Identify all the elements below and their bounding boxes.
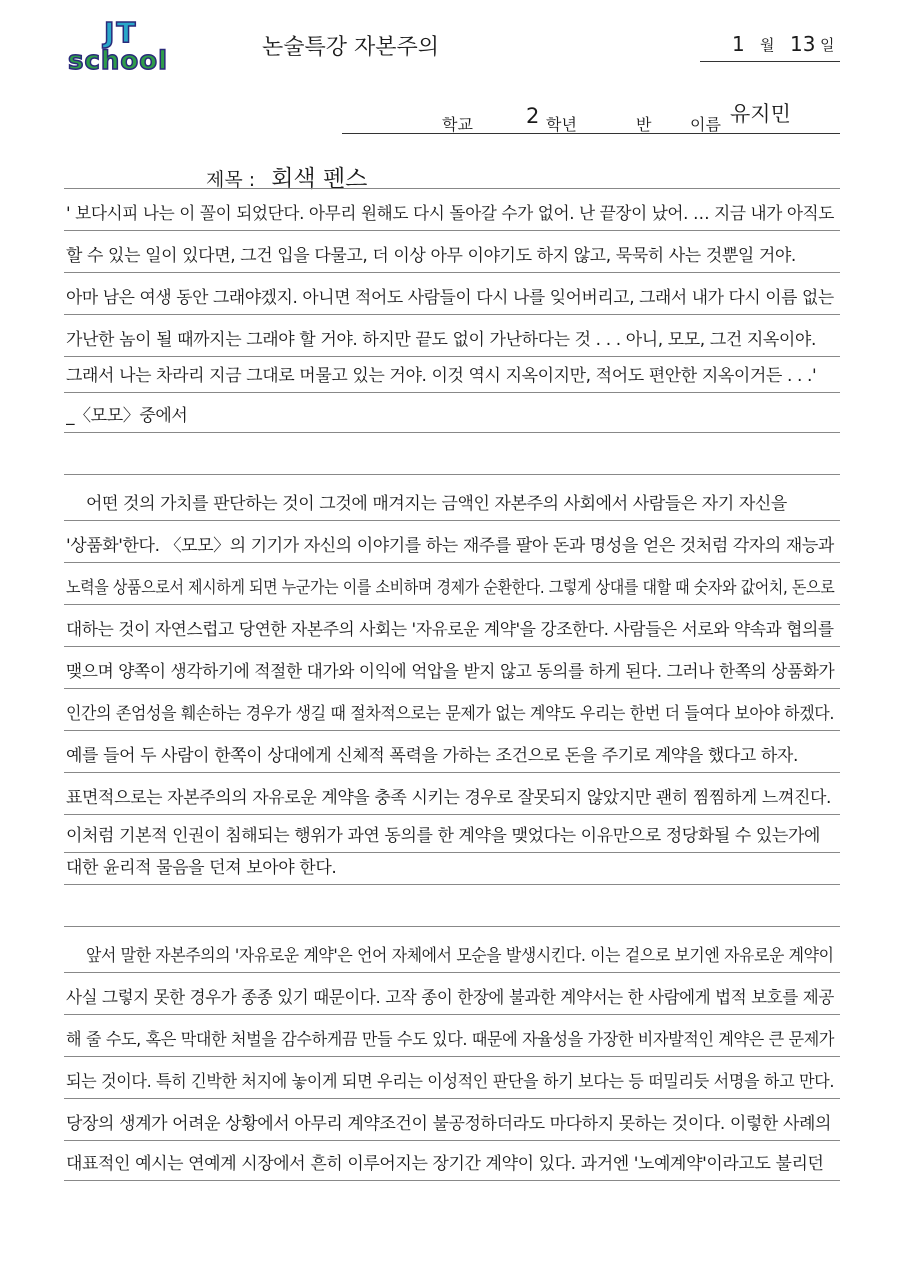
essay-line-text: _〈모모〉중에서	[66, 406, 188, 426]
essay-line	[66, 618, 838, 642]
name-value: 유지민	[730, 102, 791, 126]
logo-jt: JT	[104, 16, 138, 49]
essay-line	[66, 328, 838, 352]
essay-line	[66, 576, 838, 600]
essay-line	[66, 1152, 838, 1176]
essay-line	[66, 1070, 838, 1094]
ruled-line	[64, 1056, 840, 1057]
essay-line-text: 대한 윤리적 물음을 던져 보아야 한다.	[66, 858, 337, 878]
essay-line	[66, 244, 838, 268]
ruled-line	[64, 730, 840, 731]
date-day-label: 일	[820, 36, 835, 54]
ruled-line	[64, 230, 840, 231]
essay-line	[66, 944, 838, 968]
essay-line-text: 앞서 말한 자본주의의 '자유로운 계약'은 언어 자체에서 모순을 발생시킨다. 이는 겉으로 보기엔 자유로운 계약이	[86, 946, 834, 966]
date-day: 13	[790, 32, 816, 56]
date-month: 1	[732, 32, 745, 56]
ruled-line	[64, 1180, 840, 1181]
grade-value: 2	[526, 104, 540, 128]
essay-line	[66, 404, 838, 428]
ruled-line	[64, 562, 840, 563]
essay-line-text: 인간의 존엄성을 훼손하는 경우가 생길 때 절차적으로는 문제가 없는 계약도 우리는 한번 더 들여다 보아야 하겠다.	[66, 704, 835, 724]
essay-line	[66, 702, 838, 726]
subject-title: 논술특강 자본주의	[262, 35, 440, 60]
ruled-line	[64, 972, 840, 973]
date-field	[700, 28, 840, 58]
ruled-line	[64, 852, 840, 853]
ruled-line	[64, 604, 840, 605]
grade-label: 학년	[546, 115, 577, 134]
ruled-line	[64, 1014, 840, 1015]
ruled-line	[64, 356, 840, 357]
essay-line-text: 할 수 있는 일이 있다면, 그건 입을 다물고, 더 이상 아무 이야기도 하지 않고, 묵묵히 사는 것뿐일 거야.	[66, 246, 796, 266]
name-label: 이름	[690, 115, 721, 134]
essay-line	[66, 364, 838, 388]
essay-line-text: 어떤 것의 가치를 판단하는 것이 그것에 매겨지는 금액인 자본주의 사회에서 사람들은 자기 자신을	[86, 494, 787, 514]
ruled-line	[64, 188, 840, 189]
ruled-line	[64, 884, 840, 885]
essay-line-text: 예를 들어 두 사람이 한쪽이 상대에게 신체적 폭력을 가하는 조건으로 돈을 주기로 계약을 했다고 하자.	[66, 746, 798, 766]
student-info-row	[342, 104, 840, 134]
essay-line-text: 해 줄 수도, 혹은 막대한 처벌을 감수하게끔 만들 수도 있다. 때문에 자율성을 가장한 비자발적인 계약은 큰 문제가	[66, 1030, 835, 1050]
essay-line-text: 맺으며 양쪽이 생각하기에 적절한 대가와 이익에 억압을 받지 않고 동의를 하게 된다. 그러나 한쪽의 상품화가	[66, 662, 835, 682]
student-info-underline	[342, 133, 840, 134]
essay-line-text: 대표적인 예시는 연예계 시장에서 흔히 이루어지는 장기간 계약이 있다. 과거엔 '노예계약'이라고도 불리던	[66, 1154, 824, 1174]
ruled-line	[64, 520, 840, 521]
ruled-line	[64, 392, 840, 393]
jt-school-logo	[68, 16, 200, 80]
essay-line	[66, 824, 838, 848]
school-label: 학교	[442, 115, 473, 134]
date-underline	[700, 61, 840, 62]
essay-line	[66, 534, 838, 558]
ruled-line	[64, 814, 840, 815]
ruled-line	[64, 432, 840, 433]
ruled-line	[64, 314, 840, 315]
ruled-line	[64, 926, 840, 927]
essay-title-label: 제목 :	[206, 169, 256, 191]
essay-line	[66, 1028, 838, 1052]
essay-line	[66, 286, 838, 310]
ruled-line	[64, 272, 840, 273]
essay-line-text: 사실 그렇지 못한 경우가 종종 있기 때문이다. 고작 종이 한장에 불과한 계약서는 한 사람에게 법적 보호를 제공	[66, 988, 834, 1008]
logo-school: school	[68, 46, 169, 76]
essay-line-text: 그래서 나는 차라리 지금 그대로 머물고 있는 거야. 이것 역시 지옥이지만, 적어도 편안한 지옥이거든 . . .'	[66, 366, 817, 386]
essay-line-text: 당장의 생계가 어려운 상황에서 아무리 계약조건이 불공정하더라도 마다하지 못하는 것이다. 이렇한 사례의	[66, 1114, 832, 1134]
date-month-label: 월	[760, 36, 775, 54]
essay-line-text: 가난한 놈이 될 때까지는 그래야 할 거야. 하지만 끝도 없이 가난하다는 것 . . . 아니, 모모, 그건 지옥이야.	[66, 330, 816, 350]
essay-line-text: 이처럼 기본적 인권이 침해되는 행위가 과연 동의를 한 계약을 맺었다는 이유만으로 정당화될 수 있는가에	[66, 826, 820, 846]
essay-line	[66, 856, 838, 880]
ruled-line	[64, 1098, 840, 1099]
essay-line	[66, 446, 838, 470]
essay-line	[66, 492, 838, 516]
essay-line	[66, 744, 838, 768]
essay-line	[66, 986, 838, 1010]
essay-line	[66, 786, 838, 810]
essay-line-text: 대하는 것이 자연스럽고 당연한 자본주의 사회는 '자유로운 계약'을 강조한다. 사람들은 서로와 약속과 협의를	[66, 620, 834, 640]
essay-line-text: '상품화'한다. 〈모모〉의 기기가 자신의 이야기를 하는 재주를 팔아 돈과 명성을 얻은 것처럼 각자의 재능과	[66, 536, 834, 556]
class-label: 반	[636, 115, 652, 134]
essay-line-text: 되는 것이다. 특히 긴박한 처지에 놓이게 되면 우리는 이성적인 판단을 하기 보다는 등 떠밀리듯 서명을 하고 만다.	[66, 1072, 835, 1092]
ruled-line	[64, 474, 840, 475]
essay-line-text: ' 보다시피 나는 이 꼴이 되었단다. 아무리 원해도 다시 돌아갈 수가 없어. 난 끝장이 났어. … 지금 내가 아직도	[66, 204, 834, 224]
ruled-line	[64, 1140, 840, 1141]
ruled-line	[64, 772, 840, 773]
essay-line-text: 아마 남은 여생 동안 그래야겠지. 아니면 적어도 사람들이 다시 나를 잊어버리고, 그래서 내가 다시 이름 없는	[66, 288, 834, 308]
essay-line	[66, 898, 838, 922]
essay-line	[66, 660, 838, 684]
ruled-line	[64, 646, 840, 647]
essay-line	[66, 1112, 838, 1136]
essay-title: 회색 펜스	[271, 166, 368, 192]
essay-line-text: 표면적으로는 자본주의의 자유로운 계약을 충족 시키는 경우로 잘못되지 않았지만 괜히 찜찜하게 느껴진다.	[66, 788, 832, 808]
essay-line	[66, 202, 838, 226]
ruled-line	[64, 688, 840, 689]
essay-line-text: 노력을 상품으로서 제시하게 되면 누군가는 이를 소비하며 경제가 순환한다. 그렇게 상대를 대할 때 숫자와 값어치, 돈으로	[66, 578, 835, 598]
